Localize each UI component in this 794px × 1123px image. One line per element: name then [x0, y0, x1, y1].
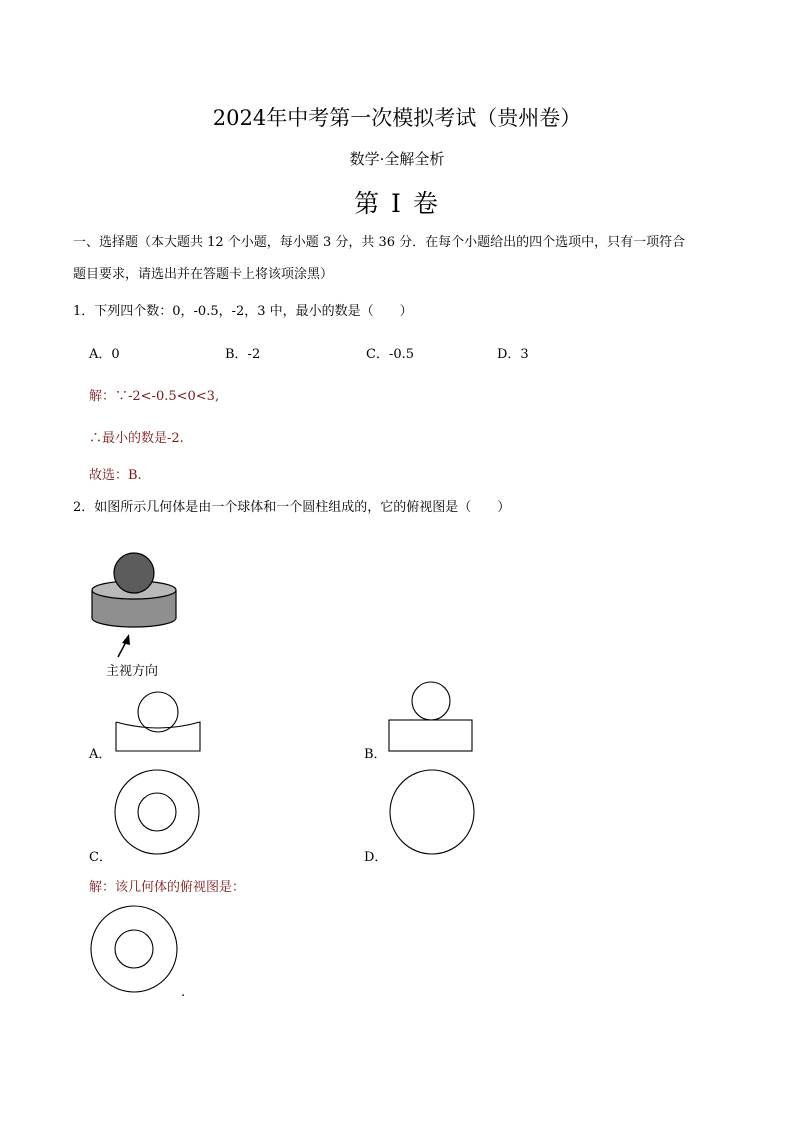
question-2-solution: 解：该几何体的俯视图是： — [89, 880, 246, 895]
option-d-figure — [390, 770, 474, 854]
page-title: 2024年中考第一次模拟考试（贵州卷） — [212, 106, 582, 130]
cylinder-sphere-solid — [92, 553, 176, 627]
question-1-solution-line-3: 故选：B. — [89, 468, 142, 483]
option-c-figure — [115, 770, 199, 854]
volume-heading: 第 I 卷 — [354, 189, 440, 218]
question-1-option-b: B．-2 — [225, 347, 261, 362]
view-direction-arrow — [118, 634, 130, 657]
question-1-solution-line-2: ∴最小的数是-2. — [89, 431, 184, 446]
trailing-period: . — [181, 985, 186, 1000]
question-2-option-c: C． — [89, 850, 112, 865]
question-2-stem: 2．如图所示几何体是由一个球体和一个圆柱组成的，它的俯视图是（ ） — [73, 500, 511, 515]
question-1-option-d: D．3 — [497, 347, 529, 362]
question-1-option-a: A．0 — [89, 347, 120, 362]
section-instruction-line-1: 一、选择题（本大题共 12 个小题，每小题 3 分，共 36 分．在每个小题给出的四个选项中，只有一项符合 — [73, 235, 686, 250]
question-2-option-d: D． — [364, 850, 388, 865]
question-2-option-a: A． — [89, 747, 112, 762]
page-subtitle: 数学·全解全析 — [349, 150, 445, 168]
question-1-stem: 1．下列四个数：0，-0.5，-2，3 中，最小的数是（ ） — [73, 304, 413, 319]
option-b-figure — [389, 682, 472, 751]
option-a-figure — [116, 692, 200, 751]
section-instruction-line-2: 题目要求，请选出并在答题卡上将该项涂黑） — [73, 267, 334, 282]
solution-figure — [91, 906, 177, 992]
question-1-option-c: C．-0.5 — [366, 347, 415, 362]
question-2-option-b: B． — [364, 747, 387, 762]
question-1-solution-line-1: 解：∵-2<-0.5<0<3, — [89, 389, 220, 404]
view-direction-label: 主视方向 — [106, 664, 159, 679]
